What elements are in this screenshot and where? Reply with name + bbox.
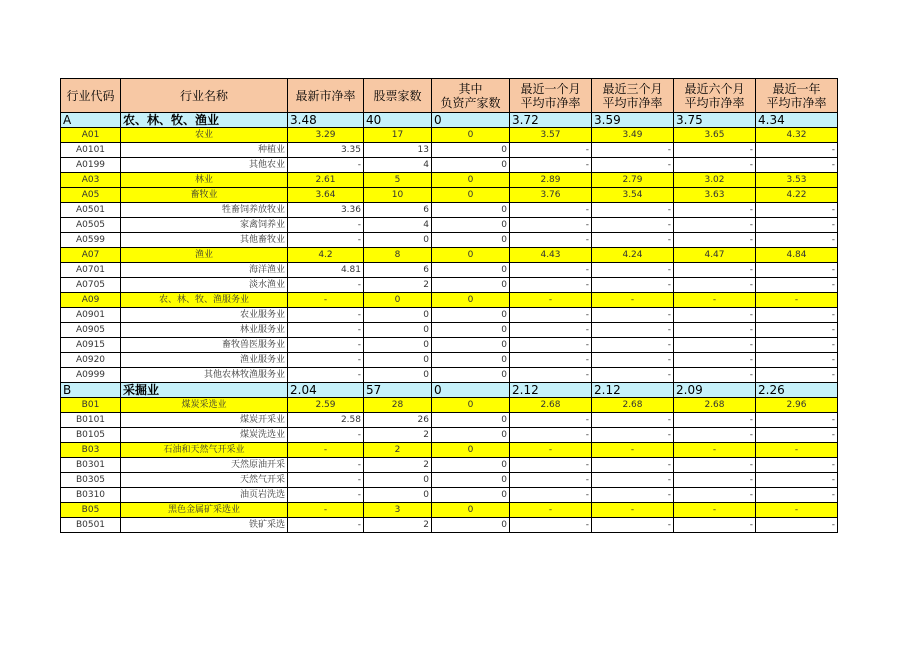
cell-avg-pb-1m: 4.43 xyxy=(510,248,592,263)
table-row xyxy=(61,233,838,248)
cell-industry-code: A0999 xyxy=(61,368,121,383)
cell-latest-pb: - xyxy=(288,308,364,323)
cell-avg-pb-1m: - xyxy=(510,443,592,458)
cell-avg-pb-1y: - xyxy=(756,428,838,443)
cell-avg-pb-6m: - xyxy=(674,353,756,368)
cell-avg-pb-6m: - xyxy=(674,143,756,158)
cell-industry-name: 采掘业 xyxy=(121,383,288,398)
header-row xyxy=(61,79,838,113)
cell-industry-name: 林业 xyxy=(121,173,288,188)
cell-industry-name: 天然气开采 xyxy=(121,473,288,488)
cell-avg-pb-3m: 3.54 xyxy=(592,188,674,203)
header-1m-avg-pb: 最近一个月 平均市净率 xyxy=(510,79,592,113)
cell-stock-count: 0 xyxy=(364,488,432,503)
cell-industry-code: A0599 xyxy=(61,233,121,248)
cell-latest-pb: 4.81 xyxy=(288,263,364,278)
cell-latest-pb: - xyxy=(288,518,364,533)
cell-avg-pb-6m: 4.47 xyxy=(674,248,756,263)
table-row xyxy=(61,308,838,323)
cell-negative-asset-count: 0 xyxy=(432,203,510,218)
cell-industry-code: B01 xyxy=(61,398,121,413)
table-row xyxy=(61,368,838,383)
cell-avg-pb-1y: 4.34 xyxy=(756,113,838,128)
cell-latest-pb: 2.04 xyxy=(288,383,364,398)
cell-avg-pb-3m: 2.68 xyxy=(592,398,674,413)
cell-avg-pb-1m: 2.89 xyxy=(510,173,592,188)
cell-avg-pb-1m: - xyxy=(510,368,592,383)
cell-negative-asset-count: 0 xyxy=(432,368,510,383)
cell-stock-count: 3 xyxy=(364,503,432,518)
cell-latest-pb: 3.48 xyxy=(288,113,364,128)
cell-avg-pb-1y: - xyxy=(756,278,838,293)
cell-stock-count: 0 xyxy=(364,368,432,383)
cell-avg-pb-1m: 2.12 xyxy=(510,383,592,398)
table-row xyxy=(61,248,838,263)
cell-industry-name: 农、林、牧、渔服务业 xyxy=(121,293,288,308)
table-row xyxy=(61,338,838,353)
cell-industry-code: A05 xyxy=(61,188,121,203)
cell-industry-code: B0301 xyxy=(61,458,121,473)
table-row xyxy=(61,173,838,188)
cell-negative-asset-count: 0 xyxy=(432,338,510,353)
cell-avg-pb-6m: - xyxy=(674,203,756,218)
cell-avg-pb-1m: - xyxy=(510,458,592,473)
cell-avg-pb-3m: - xyxy=(592,338,674,353)
cell-industry-name: 煤炭洗选业 xyxy=(121,428,288,443)
cell-industry-code: B05 xyxy=(61,503,121,518)
cell-industry-code: B0105 xyxy=(61,428,121,443)
cell-industry-code: B0310 xyxy=(61,488,121,503)
cell-stock-count: 0 xyxy=(364,338,432,353)
table-row xyxy=(61,278,838,293)
cell-negative-asset-count: 0 xyxy=(432,128,510,143)
cell-avg-pb-6m: - xyxy=(674,443,756,458)
cell-industry-name: 煤炭开采业 xyxy=(121,413,288,428)
header-industry-code: 行业代码 xyxy=(61,79,121,113)
cell-industry-name: 海洋渔业 xyxy=(121,263,288,278)
header-1y-avg-pb: 最近一年 平均市净率 xyxy=(756,79,838,113)
cell-stock-count: 0 xyxy=(364,293,432,308)
cell-avg-pb-3m: - xyxy=(592,368,674,383)
cell-stock-count: 0 xyxy=(364,308,432,323)
cell-latest-pb: - xyxy=(288,473,364,488)
cell-avg-pb-3m: - xyxy=(592,233,674,248)
cell-stock-count: 57 xyxy=(364,383,432,398)
cell-avg-pb-1y: - xyxy=(756,158,838,173)
table-row xyxy=(61,323,838,338)
table-row xyxy=(61,203,838,218)
cell-stock-count: 4 xyxy=(364,218,432,233)
cell-avg-pb-6m: - xyxy=(674,428,756,443)
cell-avg-pb-1y: - xyxy=(756,458,838,473)
header-industry-name: 行业名称 xyxy=(121,79,288,113)
cell-negative-asset-count: 0 xyxy=(432,518,510,533)
cell-avg-pb-3m: - xyxy=(592,263,674,278)
cell-industry-code: A0901 xyxy=(61,308,121,323)
cell-avg-pb-1m: - xyxy=(510,143,592,158)
cell-avg-pb-1m: 3.57 xyxy=(510,128,592,143)
cell-avg-pb-1m: - xyxy=(510,488,592,503)
cell-latest-pb: - xyxy=(288,323,364,338)
table-row xyxy=(61,398,838,413)
cell-avg-pb-1y: - xyxy=(756,473,838,488)
cell-industry-name: 铁矿采选 xyxy=(121,518,288,533)
cell-avg-pb-1y: 2.96 xyxy=(756,398,838,413)
cell-avg-pb-1y: - xyxy=(756,338,838,353)
cell-latest-pb: - xyxy=(288,488,364,503)
cell-avg-pb-3m: - xyxy=(592,458,674,473)
cell-avg-pb-1y: - xyxy=(756,233,838,248)
cell-avg-pb-1m: - xyxy=(510,233,592,248)
cell-avg-pb-3m: 2.79 xyxy=(592,173,674,188)
cell-avg-pb-1y: - xyxy=(756,368,838,383)
cell-avg-pb-6m: - xyxy=(674,233,756,248)
cell-negative-asset-count: 0 xyxy=(432,158,510,173)
cell-stock-count: 2 xyxy=(364,443,432,458)
cell-negative-asset-count: 0 xyxy=(432,248,510,263)
cell-industry-name: 农、林、牧、渔业 xyxy=(121,113,288,128)
cell-avg-pb-1m: 3.76 xyxy=(510,188,592,203)
cell-avg-pb-3m: 3.49 xyxy=(592,128,674,143)
cell-industry-code: A0705 xyxy=(61,278,121,293)
cell-avg-pb-1m: - xyxy=(510,158,592,173)
cell-avg-pb-3m: - xyxy=(592,218,674,233)
industry-pb-table xyxy=(60,78,838,533)
cell-avg-pb-6m: - xyxy=(674,323,756,338)
cell-avg-pb-6m: 3.63 xyxy=(674,188,756,203)
cell-industry-code: A07 xyxy=(61,248,121,263)
cell-industry-code: A01 xyxy=(61,128,121,143)
cell-negative-asset-count: 0 xyxy=(432,233,510,248)
cell-avg-pb-6m: - xyxy=(674,218,756,233)
cell-stock-count: 2 xyxy=(364,518,432,533)
cell-avg-pb-3m: - xyxy=(592,473,674,488)
cell-latest-pb: - xyxy=(288,158,364,173)
cell-negative-asset-count: 0 xyxy=(432,443,510,458)
cell-avg-pb-3m: - xyxy=(592,503,674,518)
cell-industry-code: A09 xyxy=(61,293,121,308)
cell-avg-pb-3m: - xyxy=(592,278,674,293)
cell-industry-name: 家禽饲养业 xyxy=(121,218,288,233)
cell-avg-pb-3m: - xyxy=(592,308,674,323)
table-row xyxy=(61,503,838,518)
cell-negative-asset-count: 0 xyxy=(432,263,510,278)
cell-avg-pb-1m: 3.72 xyxy=(510,113,592,128)
cell-industry-name: 其他农林牧渔服务业 xyxy=(121,368,288,383)
cell-industry-name: 其他畜牧业 xyxy=(121,233,288,248)
cell-avg-pb-6m: - xyxy=(674,263,756,278)
cell-avg-pb-1y: - xyxy=(756,488,838,503)
cell-avg-pb-6m: - xyxy=(674,473,756,488)
cell-avg-pb-3m: 4.24 xyxy=(592,248,674,263)
cell-industry-code: A0920 xyxy=(61,353,121,368)
table-row xyxy=(61,143,838,158)
cell-avg-pb-1y: - xyxy=(756,413,838,428)
table-row xyxy=(61,383,838,398)
cell-avg-pb-6m: 3.65 xyxy=(674,128,756,143)
table-row xyxy=(61,353,838,368)
cell-industry-code: A03 xyxy=(61,173,121,188)
cell-avg-pb-1y: - xyxy=(756,203,838,218)
table-row xyxy=(61,188,838,203)
cell-stock-count: 0 xyxy=(364,233,432,248)
cell-industry-name: 林业服务业 xyxy=(121,323,288,338)
cell-negative-asset-count: 0 xyxy=(432,413,510,428)
header-stock-count: 股票家数 xyxy=(364,79,432,113)
cell-avg-pb-1y: 2.26 xyxy=(756,383,838,398)
cell-avg-pb-1m: - xyxy=(510,428,592,443)
cell-stock-count: 6 xyxy=(364,203,432,218)
cell-negative-asset-count: 0 xyxy=(432,488,510,503)
cell-avg-pb-3m: - xyxy=(592,413,674,428)
cell-avg-pb-6m: - xyxy=(674,503,756,518)
cell-avg-pb-1y: - xyxy=(756,353,838,368)
cell-industry-name: 油页岩洗选 xyxy=(121,488,288,503)
cell-avg-pb-1y: - xyxy=(756,518,838,533)
cell-latest-pb: - xyxy=(288,293,364,308)
cell-avg-pb-1y: - xyxy=(756,323,838,338)
cell-avg-pb-3m: 3.59 xyxy=(592,113,674,128)
cell-latest-pb: 4.2 xyxy=(288,248,364,263)
cell-avg-pb-1m: - xyxy=(510,293,592,308)
header-latest-pb: 最新市净率 xyxy=(288,79,364,113)
cell-negative-asset-count: 0 xyxy=(432,308,510,323)
cell-negative-asset-count: 0 xyxy=(432,323,510,338)
table-row xyxy=(61,443,838,458)
cell-avg-pb-1y: 3.53 xyxy=(756,173,838,188)
cell-negative-asset-count: 0 xyxy=(432,173,510,188)
cell-avg-pb-3m: - xyxy=(592,518,674,533)
cell-industry-code: A0501 xyxy=(61,203,121,218)
cell-negative-asset-count: 0 xyxy=(432,428,510,443)
cell-avg-pb-6m: - xyxy=(674,278,756,293)
header-negative-asset-count: 其中 负资产家数 xyxy=(432,79,510,113)
cell-avg-pb-6m: - xyxy=(674,488,756,503)
cell-industry-code: A0915 xyxy=(61,338,121,353)
cell-industry-name: 牲畜饲养放牧业 xyxy=(121,203,288,218)
cell-stock-count: 17 xyxy=(364,128,432,143)
cell-avg-pb-3m: - xyxy=(592,488,674,503)
table-row xyxy=(61,473,838,488)
cell-avg-pb-3m: - xyxy=(592,353,674,368)
cell-avg-pb-3m: - xyxy=(592,443,674,458)
cell-latest-pb: 2.61 xyxy=(288,173,364,188)
cell-avg-pb-1m: - xyxy=(510,263,592,278)
cell-industry-name: 其他农业 xyxy=(121,158,288,173)
cell-industry-name: 淡水渔业 xyxy=(121,278,288,293)
cell-latest-pb: 3.36 xyxy=(288,203,364,218)
cell-industry-code: A xyxy=(61,113,121,128)
cell-industry-name: 农业服务业 xyxy=(121,308,288,323)
cell-industry-name: 农业 xyxy=(121,128,288,143)
cell-stock-count: 2 xyxy=(364,428,432,443)
cell-latest-pb: 3.64 xyxy=(288,188,364,203)
cell-avg-pb-1m: - xyxy=(510,518,592,533)
cell-avg-pb-6m: - xyxy=(674,338,756,353)
cell-latest-pb: - xyxy=(288,233,364,248)
cell-avg-pb-6m: - xyxy=(674,518,756,533)
table-row xyxy=(61,293,838,308)
cell-avg-pb-1m: - xyxy=(510,473,592,488)
table-row xyxy=(61,128,838,143)
table-row xyxy=(61,518,838,533)
cell-stock-count: 4 xyxy=(364,158,432,173)
cell-avg-pb-1m: - xyxy=(510,353,592,368)
cell-industry-code: A0101 xyxy=(61,143,121,158)
cell-latest-pb: 2.59 xyxy=(288,398,364,413)
cell-negative-asset-count: 0 xyxy=(432,293,510,308)
cell-avg-pb-6m: 2.09 xyxy=(674,383,756,398)
table-row xyxy=(61,458,838,473)
cell-avg-pb-1y: 4.22 xyxy=(756,188,838,203)
cell-avg-pb-3m: - xyxy=(592,143,674,158)
cell-avg-pb-1m: - xyxy=(510,503,592,518)
cell-negative-asset-count: 0 xyxy=(432,143,510,158)
cell-stock-count: 5 xyxy=(364,173,432,188)
cell-avg-pb-3m: - xyxy=(592,323,674,338)
cell-avg-pb-6m: - xyxy=(674,293,756,308)
cell-avg-pb-1y: - xyxy=(756,218,838,233)
cell-industry-name: 天然原油开采 xyxy=(121,458,288,473)
cell-avg-pb-3m: - xyxy=(592,158,674,173)
cell-stock-count: 6 xyxy=(364,263,432,278)
cell-avg-pb-1m: - xyxy=(510,203,592,218)
table-row xyxy=(61,263,838,278)
cell-industry-code: A0199 xyxy=(61,158,121,173)
cell-latest-pb: - xyxy=(288,218,364,233)
cell-industry-code: B xyxy=(61,383,121,398)
table-row xyxy=(61,158,838,173)
cell-avg-pb-3m: 2.12 xyxy=(592,383,674,398)
cell-industry-code: B0305 xyxy=(61,473,121,488)
cell-latest-pb: - xyxy=(288,443,364,458)
cell-industry-code: B03 xyxy=(61,443,121,458)
cell-industry-name: 渔业 xyxy=(121,248,288,263)
cell-stock-count: 40 xyxy=(364,113,432,128)
cell-avg-pb-1y: 4.32 xyxy=(756,128,838,143)
cell-avg-pb-6m: - xyxy=(674,458,756,473)
cell-negative-asset-count: 0 xyxy=(432,188,510,203)
cell-avg-pb-1m: - xyxy=(510,218,592,233)
cell-avg-pb-1m: - xyxy=(510,323,592,338)
cell-industry-name: 渔业服务业 xyxy=(121,353,288,368)
cell-avg-pb-1y: - xyxy=(756,503,838,518)
cell-negative-asset-count: 0 xyxy=(432,383,510,398)
cell-negative-asset-count: 0 xyxy=(432,113,510,128)
cell-industry-code: A0905 xyxy=(61,323,121,338)
cell-avg-pb-1m: - xyxy=(510,308,592,323)
table-row xyxy=(61,113,838,128)
cell-industry-name: 种植业 xyxy=(121,143,288,158)
cell-avg-pb-1y: 4.84 xyxy=(756,248,838,263)
cell-stock-count: 26 xyxy=(364,413,432,428)
cell-negative-asset-count: 0 xyxy=(432,503,510,518)
cell-stock-count: 0 xyxy=(364,473,432,488)
cell-industry-name: 煤炭采选业 xyxy=(121,398,288,413)
cell-latest-pb: - xyxy=(288,278,364,293)
cell-avg-pb-1m: 2.68 xyxy=(510,398,592,413)
cell-stock-count: 13 xyxy=(364,143,432,158)
table-row xyxy=(61,428,838,443)
cell-avg-pb-3m: - xyxy=(592,203,674,218)
table-row xyxy=(61,488,838,503)
cell-avg-pb-1y: - xyxy=(756,263,838,278)
cell-latest-pb: - xyxy=(288,458,364,473)
cell-avg-pb-1m: - xyxy=(510,413,592,428)
cell-negative-asset-count: 0 xyxy=(432,218,510,233)
cell-avg-pb-3m: - xyxy=(592,428,674,443)
cell-latest-pb: - xyxy=(288,368,364,383)
cell-latest-pb: - xyxy=(288,338,364,353)
cell-avg-pb-6m: 3.75 xyxy=(674,113,756,128)
cell-industry-name: 畜牧兽医服务业 xyxy=(121,338,288,353)
header-6m-avg-pb: 最近六个月 平均市净率 xyxy=(674,79,756,113)
cell-stock-count: 2 xyxy=(364,278,432,293)
cell-industry-name: 黑色金属矿采选业 xyxy=(121,503,288,518)
table-row xyxy=(61,413,838,428)
cell-stock-count: 8 xyxy=(364,248,432,263)
cell-stock-count: 0 xyxy=(364,323,432,338)
header-3m-avg-pb: 最近三个月 平均市净率 xyxy=(592,79,674,113)
cell-latest-pb: - xyxy=(288,428,364,443)
cell-latest-pb: 3.29 xyxy=(288,128,364,143)
cell-negative-asset-count: 0 xyxy=(432,398,510,413)
cell-avg-pb-6m: 2.68 xyxy=(674,398,756,413)
cell-stock-count: 10 xyxy=(364,188,432,203)
cell-industry-name: 石油和天然气开采业 xyxy=(121,443,288,458)
cell-industry-code: A0701 xyxy=(61,263,121,278)
cell-avg-pb-6m: - xyxy=(674,308,756,323)
cell-latest-pb: 3.35 xyxy=(288,143,364,158)
cell-avg-pb-6m: - xyxy=(674,158,756,173)
cell-stock-count: 2 xyxy=(364,458,432,473)
cell-avg-pb-6m: - xyxy=(674,368,756,383)
cell-latest-pb: - xyxy=(288,353,364,368)
cell-industry-code: B0101 xyxy=(61,413,121,428)
cell-industry-code: B0501 xyxy=(61,518,121,533)
cell-avg-pb-3m: - xyxy=(592,293,674,308)
cell-stock-count: 28 xyxy=(364,398,432,413)
cell-stock-count: 0 xyxy=(364,353,432,368)
cell-latest-pb: - xyxy=(288,503,364,518)
cell-avg-pb-1m: - xyxy=(510,278,592,293)
cell-negative-asset-count: 0 xyxy=(432,473,510,488)
cell-avg-pb-1y: - xyxy=(756,143,838,158)
cell-avg-pb-1y: - xyxy=(756,293,838,308)
cell-industry-code: A0505 xyxy=(61,218,121,233)
cell-avg-pb-6m: 3.02 xyxy=(674,173,756,188)
table-row xyxy=(61,218,838,233)
cell-avg-pb-1m: - xyxy=(510,338,592,353)
cell-latest-pb: 2.58 xyxy=(288,413,364,428)
cell-avg-pb-6m: - xyxy=(674,413,756,428)
cell-avg-pb-1y: - xyxy=(756,308,838,323)
cell-avg-pb-1y: - xyxy=(756,443,838,458)
cell-negative-asset-count: 0 xyxy=(432,458,510,473)
cell-industry-name: 畜牧业 xyxy=(121,188,288,203)
cell-negative-asset-count: 0 xyxy=(432,278,510,293)
cell-negative-asset-count: 0 xyxy=(432,353,510,368)
